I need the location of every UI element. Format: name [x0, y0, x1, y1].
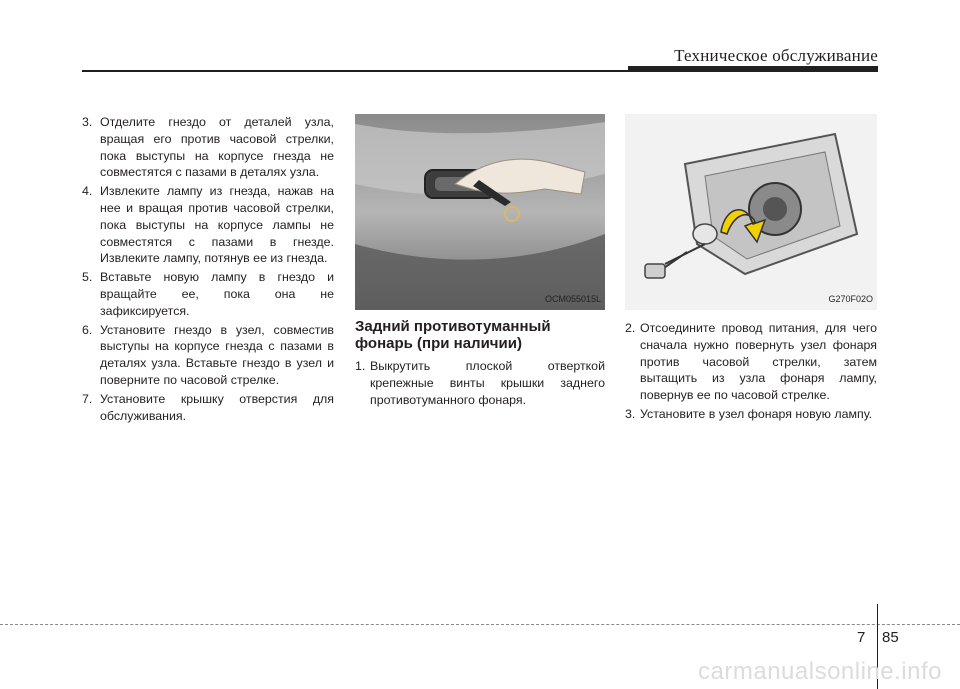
step-item	[82, 322, 334, 389]
header-rule-accent	[628, 66, 878, 72]
lamp-assembly-photo	[625, 114, 877, 310]
step-text: Установите в узел фонаря новую лампу.	[640, 406, 873, 421]
step-text: Извлеките лампу из гнезда, нажав на нее и вращая против часовой стрелки, пока выступы на корпусе лампы не совместятся с пазами в гнезде. Извлеките лампу, потянув ее из гнезда.	[100, 184, 334, 266]
step-item	[625, 320, 877, 404]
column-2	[355, 114, 605, 410]
column-3	[625, 114, 877, 425]
step-number: 3.	[82, 115, 93, 129]
step-item	[82, 183, 334, 267]
watermark: carmanualsonline.info	[698, 658, 942, 685]
step-number: 4.	[82, 184, 93, 199]
bumper-illustration	[355, 114, 605, 310]
step-text: Выкрутить плоской отверткой крепежные винты крышки заднего противотуманного фонаря.	[370, 359, 605, 407]
step-number: 2.	[625, 321, 636, 335]
step-text: Отделите гнездо от деталей узла, вращая его против часовой стрелки, пока выступы на корпусе гнезда не совместятся с пазами в деталях узла.	[100, 115, 334, 180]
rear-fog-lamp-photo	[355, 114, 605, 310]
chapter-number: 7	[857, 629, 866, 646]
step-number: 7.	[82, 391, 93, 406]
step-item	[355, 358, 605, 408]
step-item	[82, 391, 334, 425]
step-text: Установите гнездо в узел, совместив выступы на корпусе гнезда с пазами в деталях узла. Вставьте гнездо в узел и поверните по часовой стрелке.	[100, 322, 334, 387]
step-item	[82, 114, 334, 181]
photo-caption: G270F02O	[828, 294, 873, 305]
step-text: Установите крышку отверстия для обслуживания.	[100, 391, 334, 423]
step-text: Вставьте новую лампу в гнездо и вращайте ее, пока она не зафиксируется.	[100, 270, 334, 318]
lamp-assembly-illustration	[625, 114, 877, 310]
step-item	[82, 269, 334, 319]
step-text: Отсоедините провод питания, для чего сначала нужно повернуть узел фонаря против часовой стрелки, затем вытащить из узла фонаря лампу, повернув ее по часовой стрелке.	[640, 321, 877, 403]
step-item	[625, 406, 877, 423]
step-number: 3.	[625, 406, 636, 421]
photo-caption: OCM055015L	[544, 294, 601, 305]
footer-rule	[0, 624, 960, 625]
step-number: 6.	[82, 322, 93, 337]
step-number: 5.	[82, 270, 93, 285]
page-number: 85	[882, 629, 899, 646]
section-heading: Задний противотуманный фонарь (при наличии)	[355, 318, 551, 352]
step-number: 1.	[355, 359, 366, 373]
section-title: Техническое обслуживание	[674, 46, 878, 65]
column-1	[82, 114, 334, 426]
